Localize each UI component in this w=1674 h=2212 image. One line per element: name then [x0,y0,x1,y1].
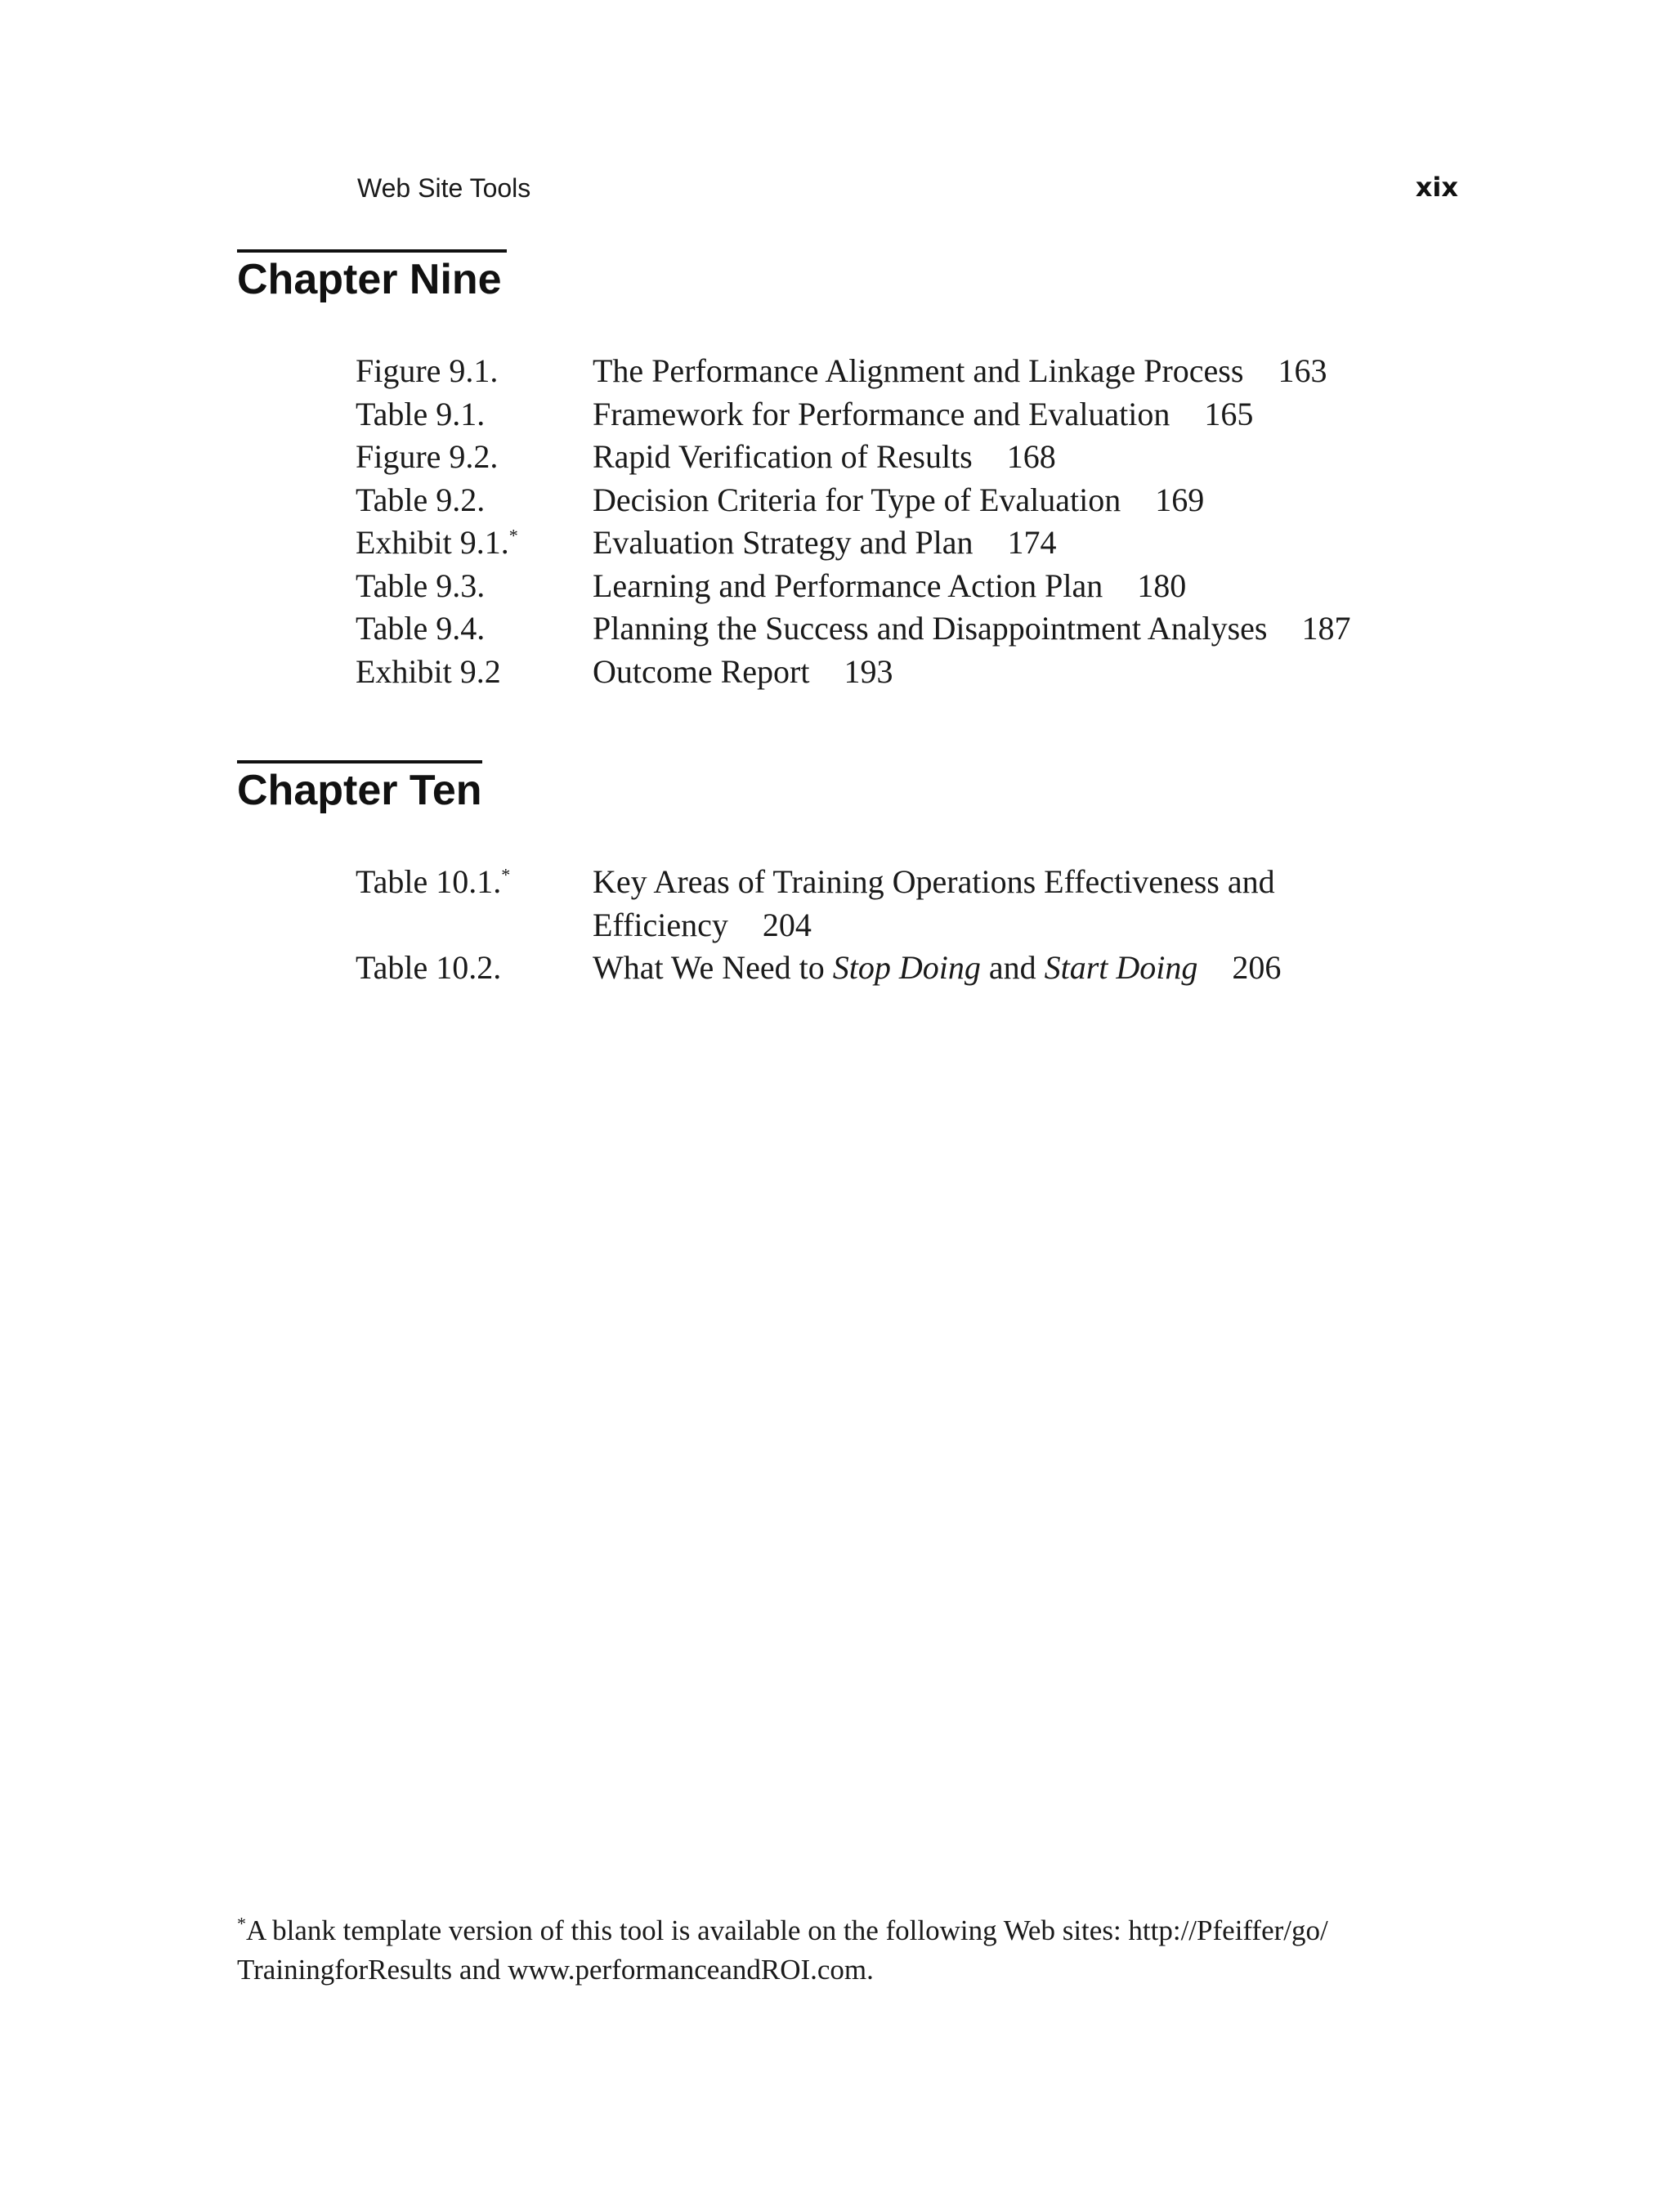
chapter-title: Chapter Nine [237,256,502,303]
chapter-rule [237,249,507,253]
entry-label: Table 9.3. [356,566,486,604]
list-item [356,947,1418,990]
entry-title-italic: Start Doing [1044,949,1198,986]
entry-title-text: Rapid Verification of Results [593,438,973,475]
entry-page-number: 180 [1137,566,1187,604]
entry-title [593,947,1418,990]
entry-page-number: 174 [1007,524,1057,561]
entry-page-number: 193 [844,652,893,690]
entry-title [593,479,1418,522]
entry-title-text: Learning and Performance Action Plan [593,566,1103,604]
entry-label-text: Exhibit 9.1. [356,524,509,561]
entry-title-text: The Performance Alignment and Linkage Process [593,352,1244,389]
entry-title [593,565,1418,608]
entry-page-number: 206 [1232,949,1282,986]
entry-title [593,393,1418,437]
entry-page-number: 165 [1204,395,1254,432]
footnote [237,1911,1463,1990]
entry-title-text: Decision Criteria for Type of Evaluation [593,481,1121,518]
footnote-marker: * [508,525,518,546]
entry-page-number: 163 [1278,352,1327,389]
list-item [356,393,1418,437]
entry-label-text: Table 10.1. [356,863,502,900]
entry-title-prefix: What We Need to [593,949,833,986]
list-item [356,436,1418,479]
list-item [356,651,1418,694]
entry-title [593,607,1418,651]
chapter-nine-entries [356,350,1418,693]
list-item [356,565,1418,608]
entry-label: Figure 9.2. [356,438,499,475]
entry-page-number: 204 [762,906,812,943]
entry-label [356,522,593,565]
list-item [356,861,1418,947]
entry-page-number: 187 [1301,610,1351,647]
entry-title [593,436,1418,479]
entry-title-text: Framework for Performance and Evaluation [593,395,1170,432]
chapter-ten-entries [356,861,1418,990]
chapter-title: Chapter Ten [237,767,482,814]
chapter-rule [237,760,482,763]
list-item [356,350,1418,393]
entry-label [356,861,593,947]
footnote-marker: * [501,864,511,885]
entry-title-middle: and [980,949,1045,986]
chapter-ten-heading [237,760,482,813]
entry-title-text: Evaluation Strategy and Plan [593,524,974,561]
list-item [356,522,1418,565]
list-item [356,607,1418,651]
entry-title-italic: Stop Doing [832,949,981,986]
footnote-marker: * [237,1913,246,1934]
entry-label: Table 9.4. [356,610,486,647]
chapter-nine-heading [237,249,507,302]
entry-title [593,350,1418,393]
entry-title [593,861,1361,947]
running-head: Web Site Tools [357,173,531,203]
entry-label: Table 10.2. [356,949,502,986]
list-item [356,479,1418,522]
entry-label: Figure 9.1. [356,352,499,389]
entry-label: Exhibit 9.2 [356,652,501,690]
entry-title [593,522,1418,565]
footnote-text: A blank template version of this tool is available on the following Web sites: http://Pfeiffer/go/ TrainingforResults and www.performanceandROI.com. [237,1914,1328,1986]
entry-title [593,651,1418,694]
entry-label: Table 9.2. [356,481,486,518]
entry-label: Table 9.1. [356,395,486,432]
entry-title-text: Key Areas of Training Operations Effectiveness and Efficiency [593,863,1275,943]
entry-page-number: 168 [1006,438,1056,475]
entry-page-number: 169 [1155,481,1205,518]
entry-title-text: Planning the Success and Disappointment Analyses [593,610,1268,647]
page-number: xix [1415,172,1458,203]
entry-title-text: Outcome Report [593,652,810,690]
